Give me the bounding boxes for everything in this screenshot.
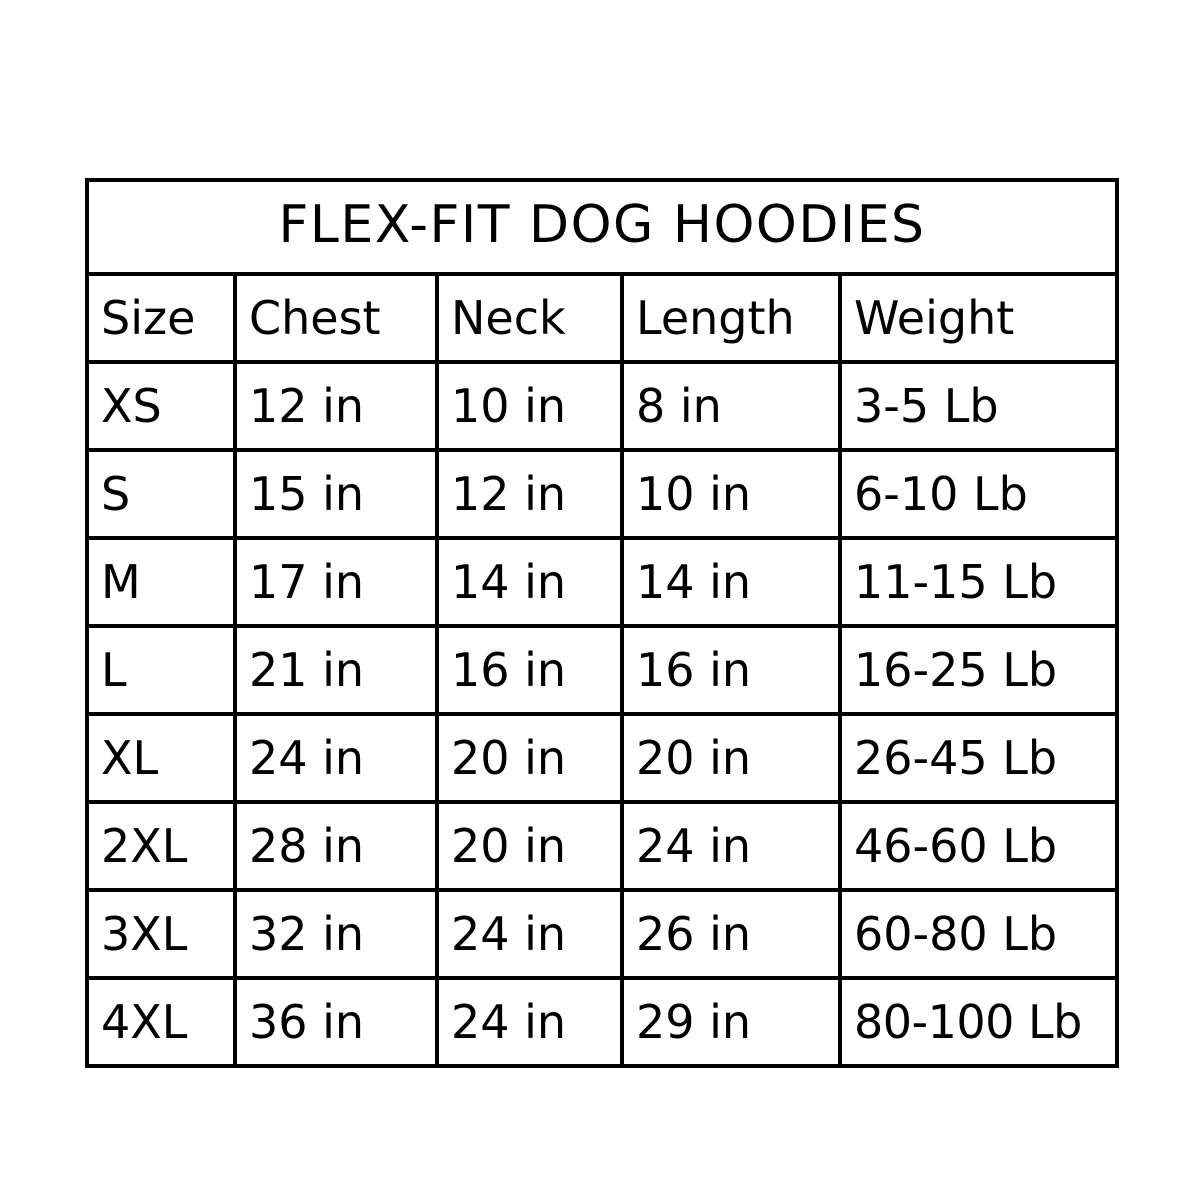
cell-weight: 16-25 Lb: [840, 626, 1117, 714]
table-row: [87, 890, 1117, 978]
cell-size: 2XL: [87, 802, 235, 890]
column-header-length: Length: [622, 274, 840, 362]
cell-chest: 24 in: [235, 714, 437, 802]
table-row: [87, 802, 1117, 890]
cell-weight: 3-5 Lb: [840, 362, 1117, 450]
cell-size: S: [87, 450, 235, 538]
cell-chest: 36 in: [235, 978, 437, 1066]
cell-neck: 24 in: [437, 890, 622, 978]
cell-neck: 10 in: [437, 362, 622, 450]
table-title-row: [87, 180, 1117, 274]
table-header-row: [87, 274, 1117, 362]
cell-size: 3XL: [87, 890, 235, 978]
column-header-neck: Neck: [437, 274, 622, 362]
cell-neck: 24 in: [437, 978, 622, 1066]
cell-neck: 20 in: [437, 802, 622, 890]
cell-chest: 17 in: [235, 538, 437, 626]
cell-weight: 60-80 Lb: [840, 890, 1117, 978]
size-chart-container: [85, 178, 1115, 1068]
cell-chest: 28 in: [235, 802, 437, 890]
table-row: [87, 714, 1117, 802]
column-header-size: Size: [87, 274, 235, 362]
table-row: [87, 626, 1117, 714]
cell-size: L: [87, 626, 235, 714]
size-chart-table: [85, 178, 1119, 1068]
table-row: [87, 538, 1117, 626]
cell-neck: 12 in: [437, 450, 622, 538]
cell-size: XS: [87, 362, 235, 450]
cell-weight: 6-10 Lb: [840, 450, 1117, 538]
chart-title: FLEX-FIT DOG HOODIES: [87, 180, 1117, 274]
cell-chest: 12 in: [235, 362, 437, 450]
cell-chest: 15 in: [235, 450, 437, 538]
cell-weight: 46-60 Lb: [840, 802, 1117, 890]
cell-length: 29 in: [622, 978, 840, 1066]
cell-length: 16 in: [622, 626, 840, 714]
cell-length: 24 in: [622, 802, 840, 890]
cell-length: 14 in: [622, 538, 840, 626]
cell-neck: 16 in: [437, 626, 622, 714]
table-row: [87, 978, 1117, 1066]
cell-length: 10 in: [622, 450, 840, 538]
cell-weight: 11-15 Lb: [840, 538, 1117, 626]
cell-size: XL: [87, 714, 235, 802]
cell-length: 8 in: [622, 362, 840, 450]
table-row: [87, 450, 1117, 538]
cell-size: M: [87, 538, 235, 626]
cell-size: 4XL: [87, 978, 235, 1066]
cell-chest: 21 in: [235, 626, 437, 714]
cell-weight: 80-100 Lb: [840, 978, 1117, 1066]
table-row: [87, 362, 1117, 450]
cell-weight: 26-45 Lb: [840, 714, 1117, 802]
cell-chest: 32 in: [235, 890, 437, 978]
cell-length: 26 in: [622, 890, 840, 978]
cell-length: 20 in: [622, 714, 840, 802]
cell-neck: 20 in: [437, 714, 622, 802]
column-header-weight: Weight: [840, 274, 1117, 362]
cell-neck: 14 in: [437, 538, 622, 626]
column-header-chest: Chest: [235, 274, 437, 362]
